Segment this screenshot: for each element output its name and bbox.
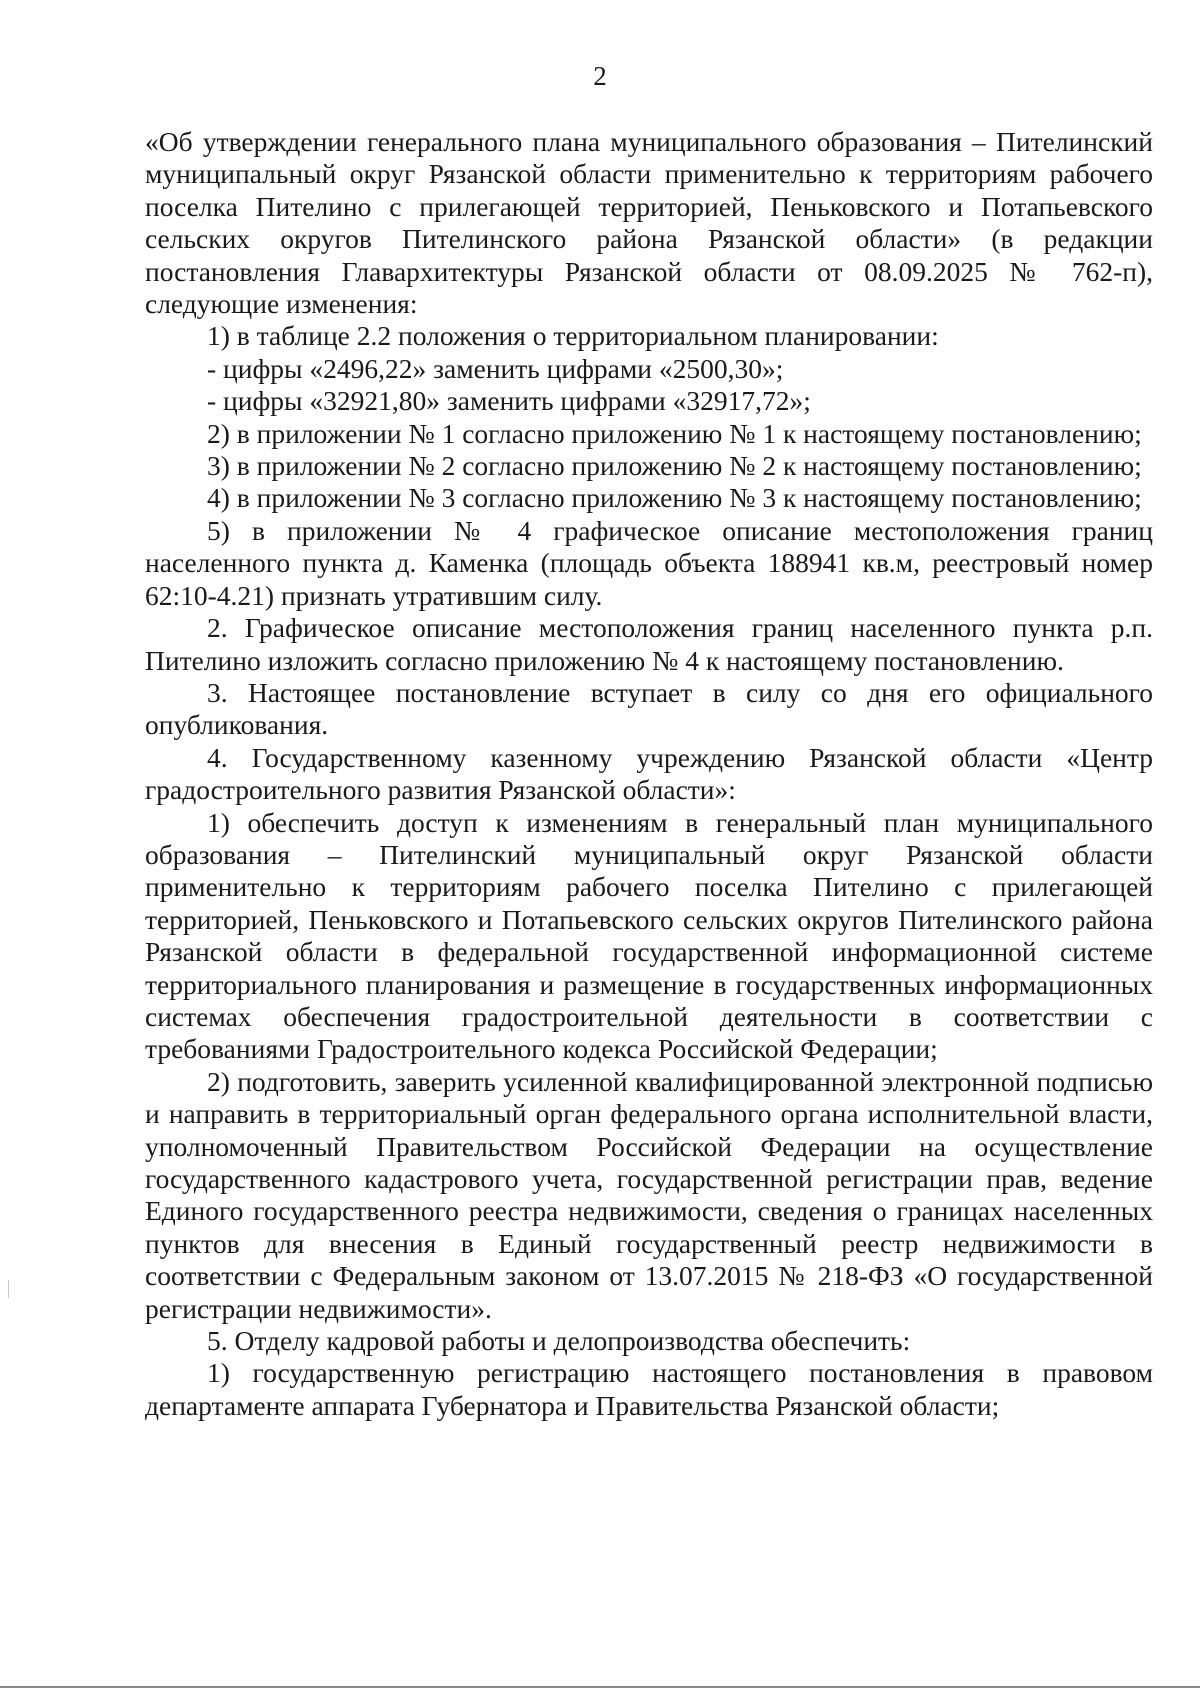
page-number: 2 — [593, 61, 607, 91]
page-bottom-edge — [0, 1686, 1200, 1688]
paragraph-item-4-2: 2) подготовить, заверить усиленной квалифицированной электронной подписью и направить в территориальный орган федерального органа исполнительной власти, уполномоченный Правительством Российской Федерации на осуществление государственного кадастрового учета, государственной регистрации прав, ведение Единого государственного реестра недвижимости, сведения о границах населенных пунктов для внесения в Единый государственный реестр недвижимости в соответствии с Федеральным законом от 13.07.2015 № 218-ФЗ «О государственной регистрации недвижимости». — [145, 1065, 1153, 1324]
paragraph-section-2: 2. Графическое описание местоположения границ населенного пункта р.п. Пителино изложить согласно приложению № 4 к настоящему постановлению. — [145, 612, 1153, 676]
document-body — [145, 126, 1153, 1422]
paragraph-item-4-1: 1) обеспечить доступ к изменениям в генеральный план муниципального образования – Пителинский муниципальный округ Рязанской области применительно к территориям рабочего поселка Пителино с прилегающей территорией, Пеньковского и Потапьевского сельских округов Пителинского района Рязанской области в федеральной государственной информационной системе территориального планирования и размещение в государственных информационных системах обеспечения градостроительной деятельности в соответствии с требованиями Градостроительного кодекса Российской Федерации; — [145, 806, 1153, 1065]
paragraph-intro: «Об утверждении генерального плана муниципального образования – Пителинский муниципальный округ Рязанской области применительно к территориям рабочего поселка Пителино с прилегающей территорией, Пеньковского и Потапьевского сельских округов Пителинского района Рязанской области» (в редакции постановления Главархитектуры Рязанской области от 08.09.2025 № 762-п), следующие изменения: — [145, 126, 1153, 320]
paragraph-section-5: 5. Отделу кадровой работы и делопроизводства обеспечить: — [207, 1325, 911, 1357]
paragraph-item-1-3: 3) в приложении № 2 согласно приложению № 2 к настоящему постановлению; — [207, 450, 1142, 482]
paragraph-item-1-4: 4) в приложении № 3 согласно приложению № 3 к настоящему постановлению; — [207, 482, 1142, 514]
paragraph-item-1-1-b: - цифры «32921,80» заменить цифрами «32917,72»; — [207, 385, 811, 417]
paragraph-item-1-1-a: - цифры «2496,22» заменить цифрами «2500,30»; — [207, 352, 784, 384]
paragraph-item-1-1: 1) в таблице 2.2 положения о территориальном планировании: — [207, 320, 939, 352]
paragraph-item-1-5: 5) в приложении № 4 графическое описание местоположения границ населенного пункта д. Каменка (площадь объекта 188941 кв.м, реестровый номер 62:10-4.21) признать утратившим силу. — [145, 514, 1153, 611]
paragraph-item-5-1: 1) государственную регистрацию настоящего постановления в правовом департаменте аппарата Губернатора и Правительства Рязанской области; — [145, 1357, 1153, 1421]
paragraph-section-3: 3. Настоящее постановление вступает в силу со дня его официального опубликования. — [145, 676, 1153, 741]
paragraph-item-1-2: 2) в приложении № 1 согласно приложению № 1 к настоящему постановлению; — [207, 417, 1142, 449]
paragraph-section-4: 4. Государственному казенному учреждению Рязанской области «Центр градостроительного развития Рязанской области»: — [145, 741, 1153, 806]
scan-artifact — [8, 1280, 9, 1298]
